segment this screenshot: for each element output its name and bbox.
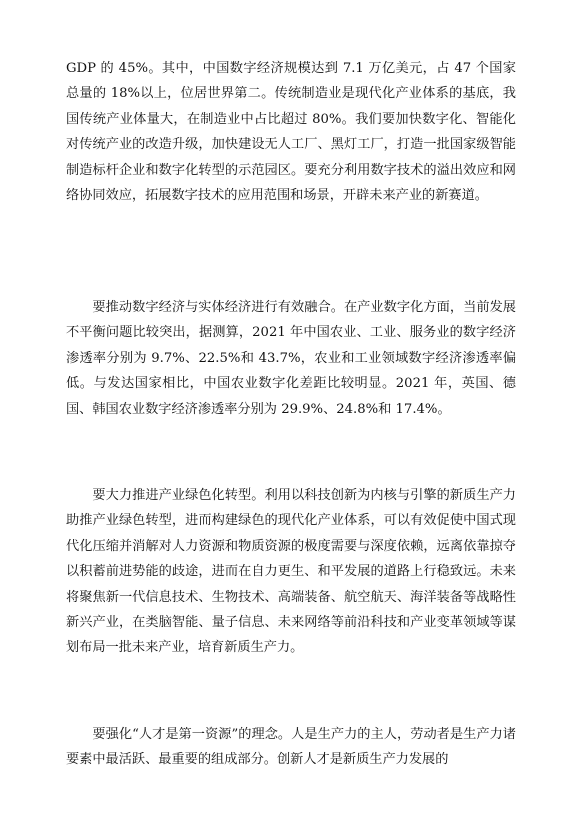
paragraph-talent-first-resource: 要强化“人才是第一资源”的理念。人是生产力的主人，劳动者是生产力诸要素中最活跃、最重要的组成部分。创新人才是新质生产力发展的 [66,727,516,768]
paragraph-digital-economy-scale: GDP 的 45%。其中，中国数字经济规模达到 7.1 万亿美元，占 47 个国家总量的 18%以上，位居世界第二。传统制造业是现代化产业体系的基底，我国传统产业体量大，在制造业中占比超过 80%。我们要加快数字化、智能化对传统产业的改造升级，加快建设无人工厂、黑灯工厂，打造一批国家级智能制造标杆企业和数字化转型的示范园区。要充分利用数字技术的溢出效应和网络协同效应，拓展数字技术的应用范围和场景，开辟未来产业的新赛道。 [66,61,516,204]
paragraph-digital-real-economy-integration: 要推动数字经济与实体经济进行有效融合。在产业数字化方面，当前发展不平衡问题比较突出，据测算，2021 年中国农业、工业、服务业的数字经济渗透率分别为 9.7%、22.5%和 43.7%，农业和工业领域数字经济渗透率偏低。与发达国家相比，中国农业数字化差距比较明显。2021 年，英国、德国、韩国农业数字经济渗透率分别为 29.9%、24.8%和 17.4%。 [66,300,516,417]
paragraph-green-transformation: 要大力推进产业绿色化转型。利用以科技创新为内核与引擎的新质生产力助推产业绿色转型，进而构建绿色的现代化产业体系，可以有效促使中国式现代化压缩并消解对人力资源和物质资源的极度需要与深度依赖，远离依靠掠夺以积蓄前进势能的歧途，进而在自力更生、和平发展的道路上行稳致远。未来将聚焦新一代信息技术、生物技术、高端装备、航空航天、海洋装备等战略性新兴产业，在类脑智能、量子信息、未来网络等前沿科技和产业变革领域等谋划布局一批未来产业，培育新质生产力。 [66,488,516,656]
